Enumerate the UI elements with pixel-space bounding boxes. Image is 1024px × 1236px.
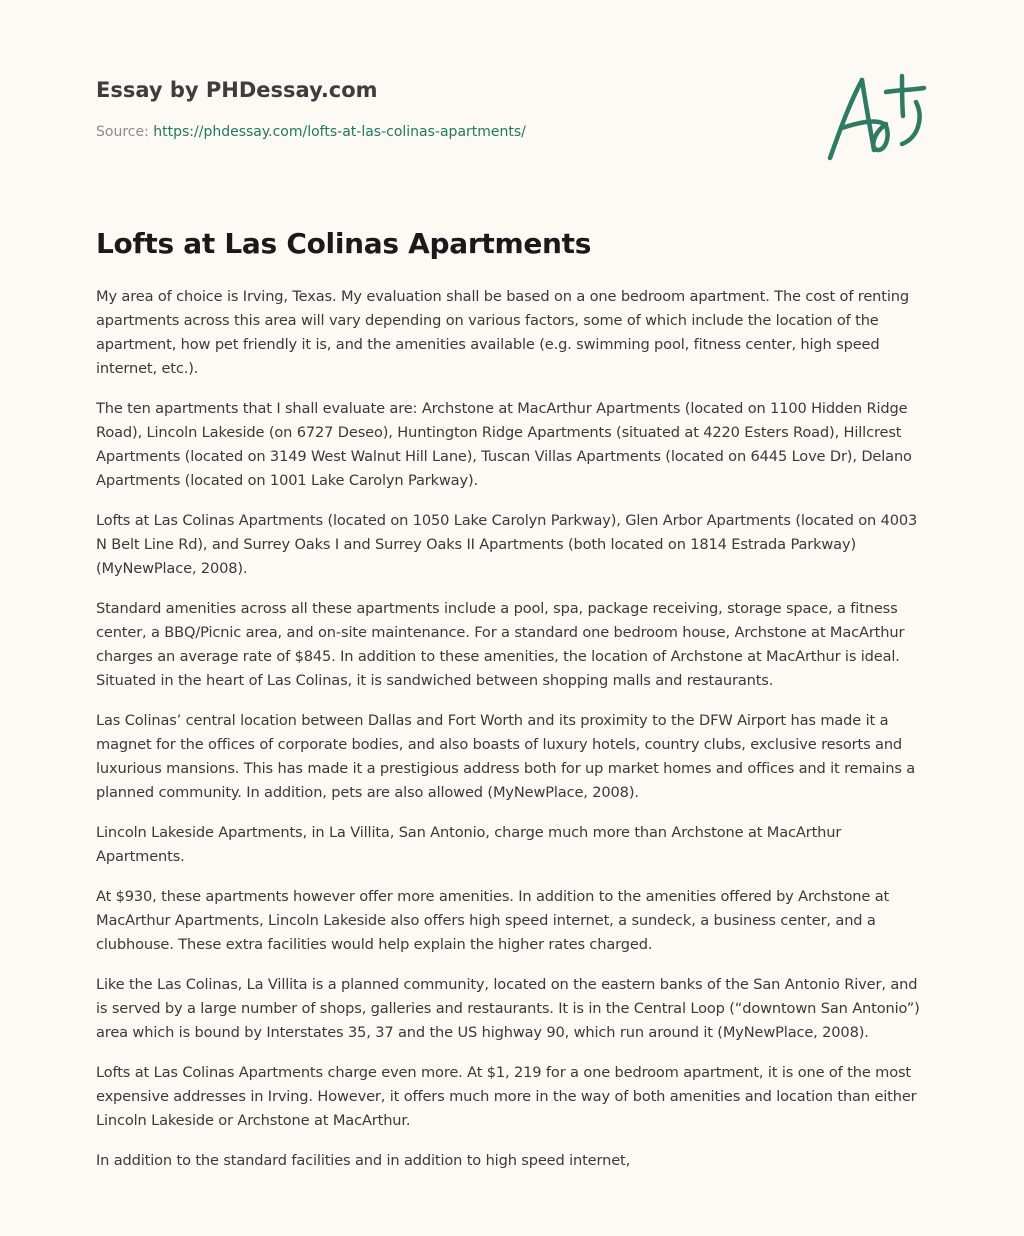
page-header <box>96 76 796 142</box>
source-line <box>96 122 796 142</box>
paragraph: Lincoln Lakeside Apartments, in La Villita, San Antonio, charge much more than Archstone at MacArthur Apartments. <box>96 824 842 865</box>
paragraph: Las Colinas’ central location between Dallas and Fort Worth and its proximity to the DFW Airport has made it a magnet for the offices of corporate bodies, and also boasts of luxury hotels, country clubs, exclusive resorts and luxurious mansions. This has made it a prestigious address both for up market homes and offices and it remains a planned community. In addition, pets are also allowed (MyNewPlace, 2008). <box>96 712 916 801</box>
paragraph: Lofts at Las Colinas Apartments charge even more. At $1, 219 for a one bedroom apartment, it is one of the most expensive addresses in Irving. However, it offers much more in the way of both amenities and location than either Lincoln Lakeside or Archstone at MacArthur. <box>96 1064 917 1129</box>
paragraph: My area of choice is Irving, Texas. My evaluation shall be based on a one bedroom apartment. The cost of renting apartments across this area will vary depending on various factors, some of which include the location of the apartment, how pet friendly it is, and the amenities available (e.g. swimming pool, fitness center, high speed internet, etc.). <box>96 288 909 377</box>
source-link[interactable]: https://phdessay.com/lofts-at-las-colinas-apartments/ <box>153 124 526 140</box>
site-brand: Essay by PHDessay.com <box>96 78 378 102</box>
paragraph: Like the Las Colinas, La Villita is a planned community, located on the eastern banks of the San Antonio River, and is served by a large number of shops, galleries and restaurants. It is in the Central Loop (“downtown San Antonio”) area which is bound by Interstates 35, 37 and the US highway 90, which run around it (MyNewPlace, 2008). <box>96 976 920 1041</box>
essay-body <box>96 285 932 1189</box>
essay-title: Lofts at Las Colinas Apartments <box>96 227 592 260</box>
paragraph: The ten apartments that I shall evaluate are: Archstone at MacArthur Apartments (located on 1100 Hidden Ridge Road), Lincoln Lakeside (on 6727 Deseo), Huntington Ridge Apartments (situated at 4220 Esters Road), Hillcrest Apartments (located on 3149 West Walnut Hill Lane), Tuscan Villas Apartments (located on 6445 Love Dr), Delano Apartments (located on 1001 Lake Carolyn Parkway). <box>96 400 912 489</box>
paragraph: In addition to the standard facilities and in addition to high speed internet, <box>96 1152 631 1169</box>
source-label: Source: <box>96 124 149 140</box>
paragraph: Lofts at Las Colinas Apartments (located on 1050 Lake Carolyn Parkway), Glen Arbor Apartments (located on 4003 N Belt Line Rd), and Surrey Oaks I and Surrey Oaks II Apartments (both located on 1814 Estrada Parkway) (MyNewPlace, 2008). <box>96 512 918 577</box>
paragraph: Standard amenities across all these apartments include a pool, spa, package receiving, storage space, a fitness center, a BBQ/Picnic area, and on-site maintenance. For a standard one bedroom house, Archstone at MacArthur charges an average rate of $845. In addition to these amenities, the location of Archstone at MacArthur is ideal. Situated in the heart of Las Colinas, it is sandwiched between shopping malls and restaurants. <box>96 600 905 689</box>
paragraph: At $930, these apartments however offer more amenities. In addition to the amenities offered by Archstone at MacArthur Apartments, Lincoln Lakeside also offers high speed internet, a sundeck, a business center, and a clubhouse. These extra facilities would help explain the higher rates charged. <box>96 888 890 953</box>
a-plus-logo-icon <box>820 66 930 166</box>
